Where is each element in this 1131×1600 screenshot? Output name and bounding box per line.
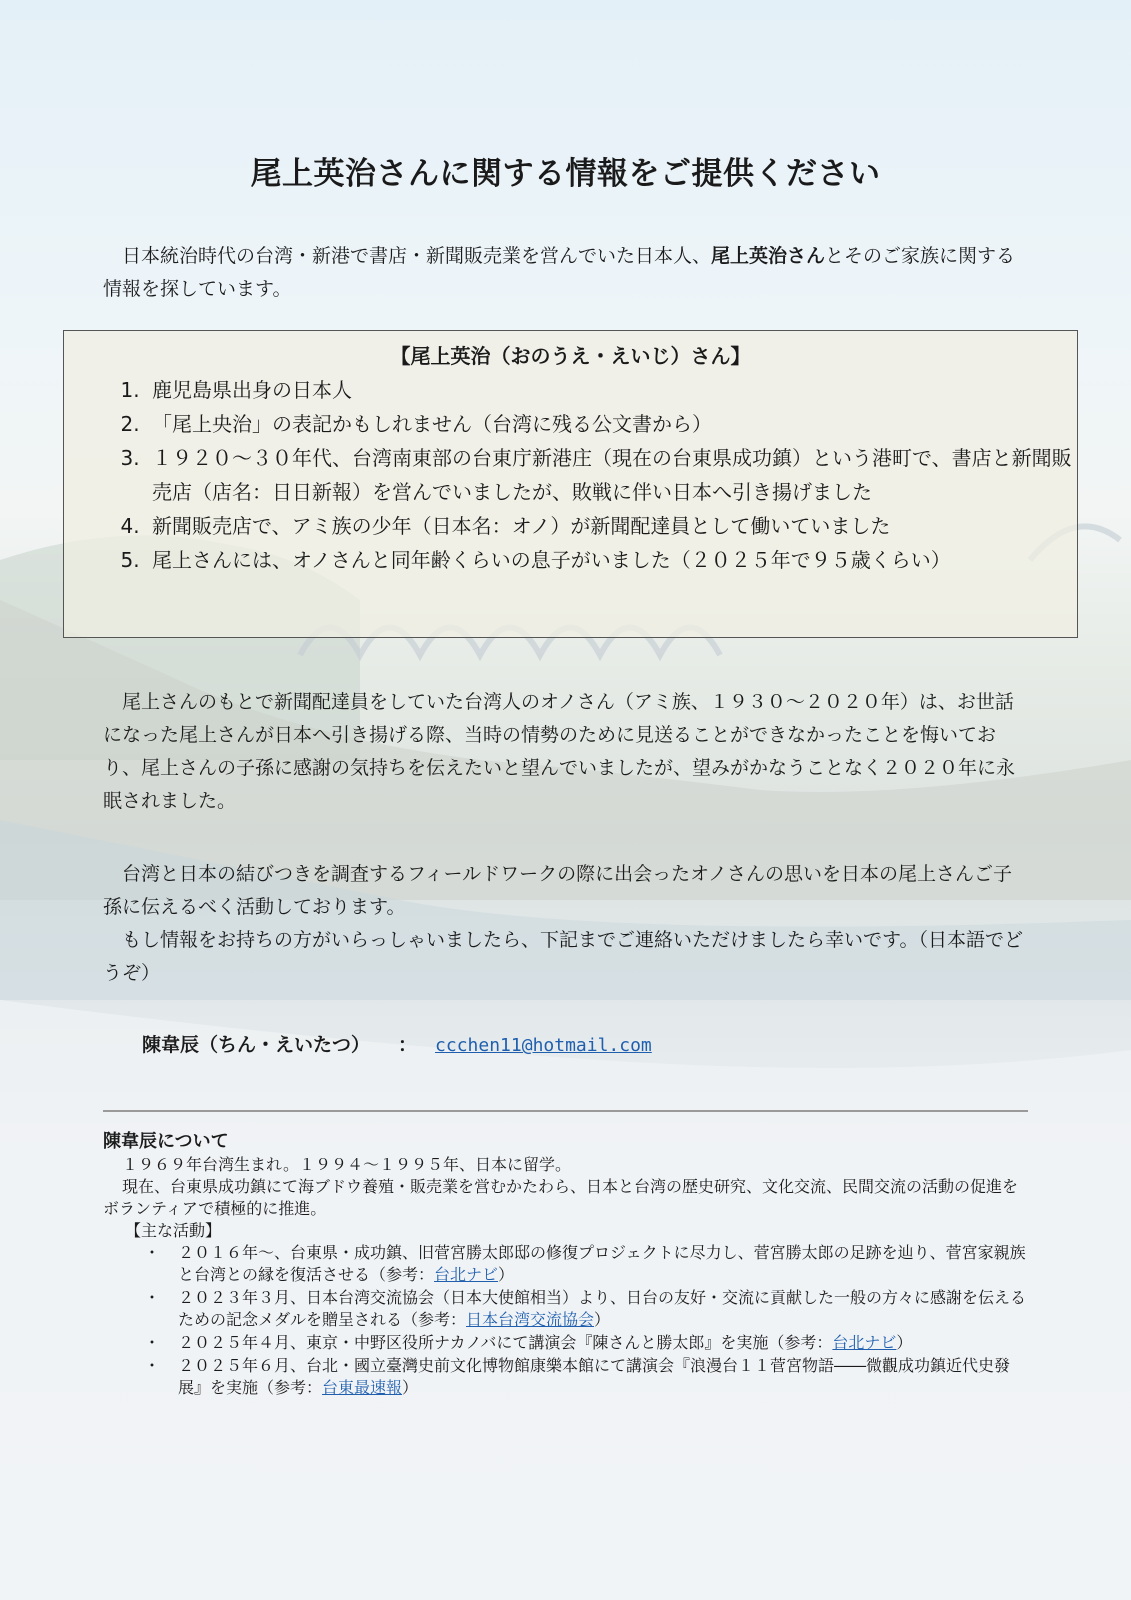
- page-title: 尾上英治さんに関する情報をご提供ください: [250, 156, 881, 192]
- intro-text-2: とそのご家族に関する情報を探しています。: [103, 245, 1016, 300]
- profile-box-title: 【尾上英治（おのうえ・えいじ）さん】: [390, 344, 751, 368]
- activities-label: 【主な活動】: [125, 1221, 222, 1240]
- reference-link[interactable]: 台東最速報: [322, 1378, 403, 1397]
- activity-item-text: ２０１６年～、台東県・成功鎮、旧菅宮勝太郎邸の修復プロジェクトに尽力し、菅宮勝太郎の足跡を辿り、菅宮家親族と台湾との縁を復活させる（参考：: [178, 1243, 1026, 1284]
- about-title: 陳韋辰について: [103, 1131, 229, 1152]
- bullet: ・: [144, 1243, 161, 1262]
- contact-separator: ：: [398, 1034, 418, 1056]
- activity-item-text: ２０２３年３月、日本台湾交流協会（日本大使館相当）より、日台の友好・交流に貢献した一般の方々に感謝を伝えるための記念メダルを贈呈される（参考：: [178, 1288, 1027, 1329]
- activity-item: [103, 1355, 1028, 1399]
- profile-box: [63, 330, 1078, 638]
- contact-line: [142, 1030, 652, 1057]
- profile-item: 4. 新聞販売店で、アミ族の少年（日本名：オノ）が新聞配達員として働いていました: [146, 509, 1077, 543]
- profile-list: [64, 373, 1077, 577]
- bullet: ・: [144, 1356, 161, 1375]
- activity-item-text: ２０２５年６月、台北・國立臺灣史前文化博物館康樂本館にて講演会『浪漫台１１菅宮物語――微觀成功鎮近代史發展』を実施（参考：: [178, 1356, 1011, 1397]
- activity-item: [103, 1332, 1028, 1354]
- story-text: 尾上さんのもとで新聞配達員をしていた台湾人のオノさん（アミ族、１９３０～２０２０年）は、お世話になった尾上さんが日本へ引き揚げる際、当時の情勢のために見送ることができなかったことを悔いており、尾上さんの子孫に感謝の気持ちを伝えたいと望んでいましたが、望みがかなうことなく２０２０年に永眠されました。: [103, 691, 1016, 812]
- activity-item-text: ２０２５年４月、東京・中野区役所ナカノバにて講演会『陳さんと勝太郎』を実施（参考：: [178, 1333, 833, 1352]
- profile-item: 5. 尾上さんには、オノさんと同年齢くらいの息子がいました（２０２５年で９５歳くらい）: [146, 543, 1077, 577]
- intro-paragraph: [103, 240, 1028, 306]
- intro-text-1: 日本統治時代の台湾・新港で書店・新聞販売業を営んでいた日本人、: [122, 245, 712, 267]
- reference-link[interactable]: 台北ナビ: [434, 1265, 499, 1284]
- activity-item-end: ）: [402, 1378, 419, 1397]
- reference-link[interactable]: 日本台湾交流協会: [466, 1310, 595, 1329]
- activity-item-end: ）: [594, 1310, 611, 1329]
- intro-name: 尾上英治さん: [711, 245, 826, 267]
- section-divider: [103, 1110, 1028, 1112]
- reference-link[interactable]: 台北ナビ: [832, 1333, 897, 1352]
- activity-text-2: もし情報をお持ちの方がいらっしゃいましたら、下記までご連絡いただけましたら幸いです。（日本語でどうぞ）: [103, 929, 1023, 984]
- about-line-2: 現在、台東県成功鎮にて海ブドウ養殖・販売業を営むかたわら、日本と台湾の歴史研究、文化交流、民間交流の活動の促進をボランティアで積極的に推進。: [103, 1177, 1019, 1218]
- bullet: ・: [144, 1288, 161, 1307]
- about-section: [103, 1130, 1028, 1400]
- activity-line-2: [103, 924, 1028, 990]
- activity-line-1: [103, 858, 1028, 924]
- contact-email-link[interactable]: ccchen11@hotmail.com: [435, 1035, 652, 1056]
- activity-item: [103, 1287, 1028, 1331]
- about-line-1: １９６９年台湾生まれ。１９９４～１９９５年、日本に留学。: [122, 1155, 571, 1174]
- activity-paragraph: [103, 858, 1028, 990]
- profile-item: 2. 「尾上央治」の表記かもしれません（台湾に残る公文書から）: [146, 407, 1077, 441]
- activities-list: [103, 1242, 1028, 1399]
- profile-item: 1. 鹿児島県出身の日本人: [146, 373, 1077, 407]
- bullet: ・: [144, 1333, 161, 1352]
- contact-name: 陳韋辰（ちん・えいたつ）: [142, 1034, 371, 1056]
- story-paragraph: [103, 686, 1028, 818]
- activity-item-end: ）: [896, 1333, 913, 1352]
- activity-text-1: 台湾と日本の結びつきを調査するフィールドワークの際に出会ったオノさんの思いを日本の尾上さんご子孫に伝えるべく活動しております。: [103, 863, 1012, 918]
- profile-item: 3. １９２０～３０年代、台湾南東部の台東庁新港庄（現在の台東県成功鎮）という港町で、書店と新聞販売店（店名：日日新報）を営んでいましたが、敗戦に伴い日本へ引き揚げました: [146, 441, 1077, 509]
- activity-item-end: ）: [498, 1265, 515, 1284]
- activity-item: [103, 1242, 1028, 1286]
